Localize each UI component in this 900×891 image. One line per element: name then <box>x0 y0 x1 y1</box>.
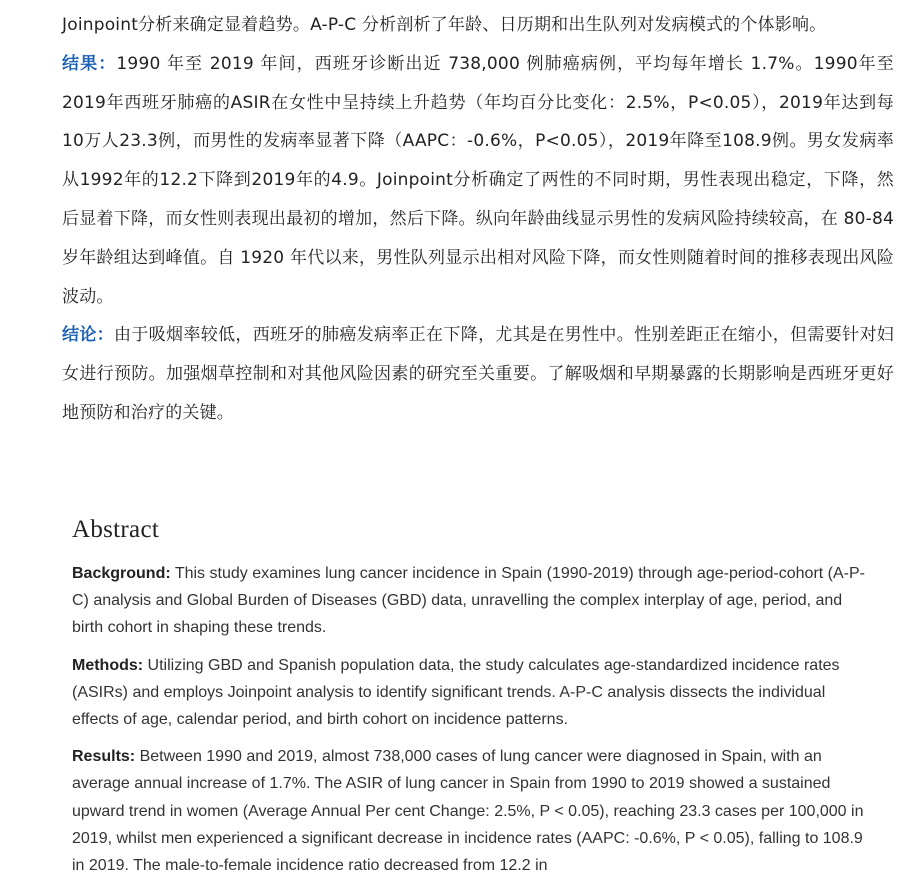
conclusion-text-cn: 由于吸烟率较低，西班牙的肺癌发病率正在下降，尤其是在男性中。性别差距正在缩小，但需要针对妇女进行预防。加强烟草控制和对其他风险因素的研究至关重要。了解吸烟和早期暴露的长期影响是西班牙更好地预防和治疗的关键。 <box>62 325 894 423</box>
results-label: Results: <box>72 748 136 766</box>
conclusion-label-cn: 结论： <box>62 325 115 346</box>
results-label-cn: 结果： <box>62 53 117 74</box>
results-text: Between 1990 and 2019, almost 738,000 cases of lung cancer were diagnosed in Spain, with an average annual increase of 1.7%. The ASIR of lung cancer in Spain from 1990 to 2019 showed a sustained upward trend in women (Average Annual Per cent Change: 2.5%, P < 0.05), reaching 23.3 cases per 100,000 in 2019, whilst men experienced a significant decrease in incidence rates (AAPC: -0.6%, P < 0.05), falling to 108.9 in 2019. The male-to-female incidence ratio decreased from 12.2 in <box>72 748 864 875</box>
abstract-title: Abstract <box>72 516 160 543</box>
background-text: This study examines lung cancer incidence in Spain (1990-2019) through age-period-cohort (A-P-C) analysis and Global Burden of Diseases (GBD) data, unravelling the complex interplay of age, period, and birth cohort in shaping these trends. <box>72 565 865 637</box>
background-paragraph <box>72 560 872 642</box>
methods-label: Methods: <box>72 656 144 674</box>
results-paragraph <box>72 743 872 879</box>
results-text-cn: 1990 年至 2019 年间，西班牙诊断出近 738,000 例肺癌病例，平均每年增长 1.7%。1990年至2019年西班牙肺癌的ASIR在女性中呈持续上升趋势（年均百分比变化：2.5%，P<0.05），2019年达到每10万人23.3例，而男性的发病率显著下降（AAPC：-0.6%，P<0.05），2019年降至108.9例。男女发病率从1992年的12.2下降到2019年的4.9。Joinpoint分析确定了两性的不同时期，男性表现出稳定，下降，然后显着下降，而女性则表现出最初的增加，然后下降。纵向年龄曲线显示男性的发病风险持续较高，在 80-84 岁年龄组达到峰值。自 1920 年代以来，男性队列显示出相对风险下降，而女性则随着时间的推移表现出风险波动。 <box>62 53 894 307</box>
intro-continuation-paragraph: Joinpoint分析来确定显着趋势。A-P-C 分析剖析了年龄、日历期和出生队列对发病模式的个体影响。 <box>62 15 827 35</box>
methods-text: Utilizing GBD and Spanish population data, the study calculates age-standardized incidence rates (ASIRs) and employs Joinpoint analysis to identify significant trends. A-P-C analysis dissects the individual effects of age, calendar period, and birth cohort on incidence patterns. <box>72 656 840 729</box>
chinese-summary <box>62 6 894 433</box>
methods-paragraph <box>72 652 872 734</box>
abstract-section <box>72 516 872 889</box>
results-paragraph-cn <box>62 45 894 317</box>
conclusion-paragraph-cn <box>62 316 894 432</box>
background-label: Background: <box>72 565 171 582</box>
